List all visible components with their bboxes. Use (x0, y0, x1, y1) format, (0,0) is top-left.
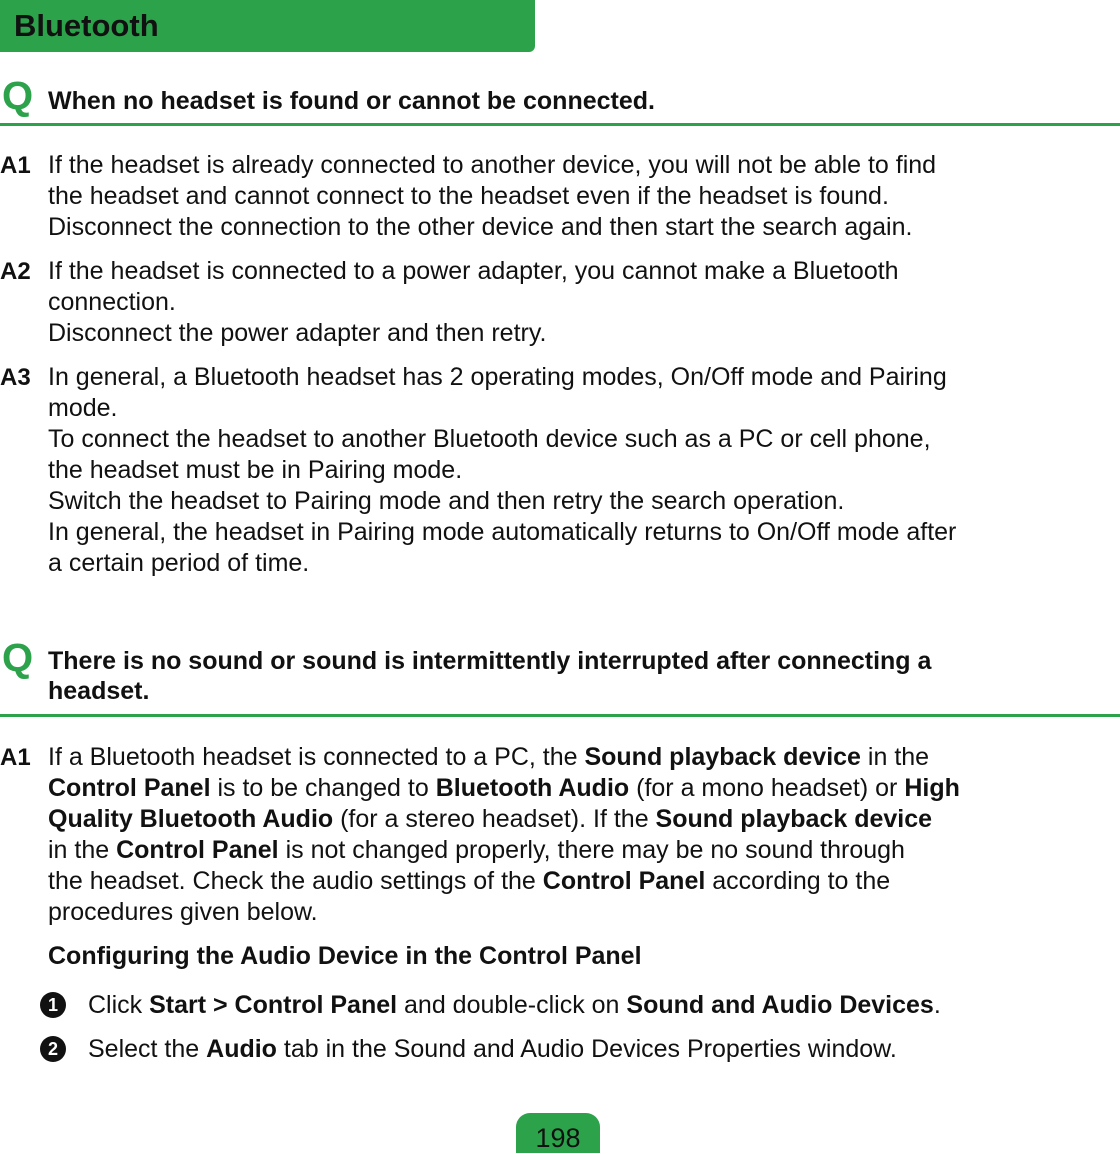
question-line: headset. (48, 677, 150, 705)
answer-line: the headset and cannot connect to the headset even if the headset is found. (48, 182, 889, 210)
answer-line: the headset must be in Pairing mode. (48, 456, 463, 484)
answer-line: Disconnect the power adapter and then retry. (48, 319, 547, 347)
ui-term: Sound playback device (655, 805, 933, 833)
answer-line: If the headset is already connected to another device, you will not be able to find (48, 151, 937, 179)
answer-text (48, 256, 1118, 349)
answer-label: A1 (0, 744, 31, 771)
ui-term: Quality Bluetooth Audio (48, 805, 334, 833)
subheading: Configuring the Audio Device in the Control Panel (48, 942, 642, 970)
ui-term: Bluetooth Audio (435, 774, 630, 802)
ui-term: Control Panel (542, 867, 706, 895)
answer-line: If the headset is connected to a power adapter, you cannot make a Bluetooth (48, 257, 899, 285)
answer-line: a certain period of time. (48, 549, 310, 577)
step-text: Click Start > Control Panel and double-click on Sound and Audio Devices. (88, 991, 941, 1019)
answer-label: A3 (0, 364, 31, 391)
answer-line: connection. (48, 288, 176, 316)
ui-term: High (904, 774, 960, 802)
answer-line: If a Bluetooth headset is connected to a PC, the Sound playback device in the (48, 743, 930, 771)
question-heading-2 (48, 646, 1108, 706)
ui-term: Control Panel (116, 836, 279, 864)
question-mark-icon: Q (2, 636, 34, 680)
answer-text (48, 742, 1118, 928)
step-number-icon: 1 (40, 992, 66, 1018)
step-text: Select the Audio tab in the Sound and Audio Devices Properties window. (88, 1035, 897, 1063)
divider (0, 714, 1120, 717)
answer-text (48, 362, 1118, 579)
question-heading-1: When no headset is found or cannot be connected. (48, 87, 655, 115)
answer-line: the headset. Check the audio settings of the Control Panel according to the (48, 867, 891, 895)
ui-term: Sound playback device (584, 743, 861, 771)
answer-line: in the Control Panel is not changed properly, there may be no sound through (48, 836, 905, 864)
answer-line: Switch the headset to Pairing mode and then retry the search operation. (48, 487, 845, 515)
answer-line: procedures given below. (48, 898, 318, 926)
ui-term: Control Panel (48, 774, 211, 802)
answer-label: A2 (0, 258, 31, 285)
divider (0, 123, 1120, 126)
question-line: There is no sound or sound is intermittently interrupted after connecting a (48, 647, 932, 675)
answer-line: To connect the headset to another Bluetooth device such as a PC or cell phone, (48, 425, 931, 453)
answer-line: Quality Bluetooth Audio (for a stereo headset). If the Sound playback device (48, 805, 933, 833)
answer-line: In general, the headset in Pairing mode automatically returns to On/Off mode after (48, 518, 957, 546)
answer-line: Control Panel is to be changed to Bluetooth Audio (for a mono headset) or High (48, 774, 960, 802)
answer-text (48, 150, 1118, 243)
answer-label: A1 (0, 152, 31, 179)
question-mark-icon: Q (2, 74, 34, 118)
answer-line: mode. (48, 394, 118, 422)
answer-line: Disconnect the connection to the other device and then start the search again. (48, 213, 913, 241)
step-number-icon: 2 (40, 1036, 66, 1062)
page-number: 198 (535, 1123, 581, 1153)
answer-line: In general, a Bluetooth headset has 2 operating modes, On/Off mode and Pairing (48, 363, 947, 391)
header-title: Bluetooth (14, 8, 159, 43)
page-number-tab (516, 1113, 600, 1153)
header-bar (0, 0, 535, 52)
